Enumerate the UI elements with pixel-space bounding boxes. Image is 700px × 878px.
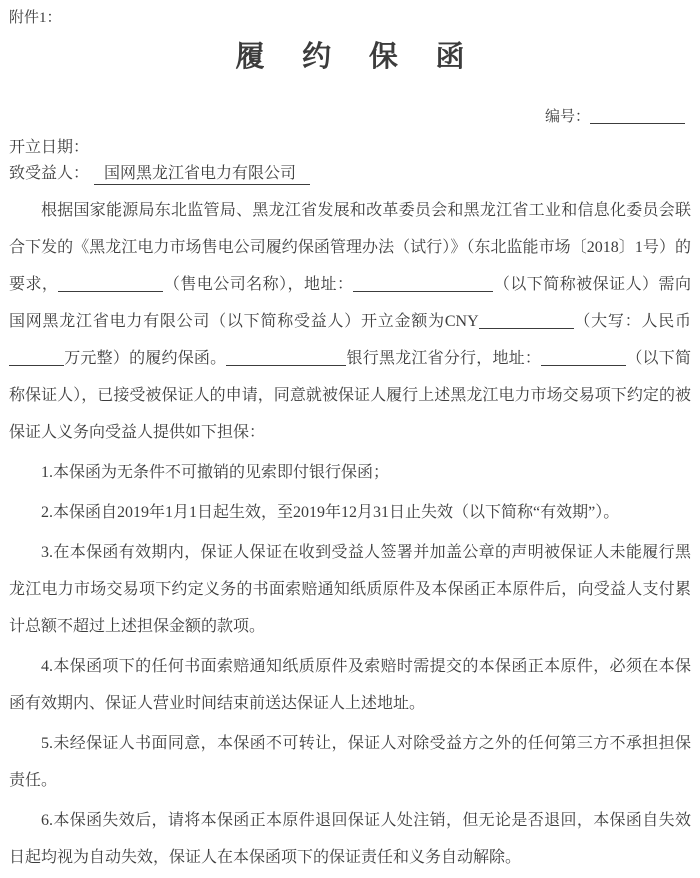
intro-paragraph (9, 192, 691, 451)
beneficiary-label: 致受益人： (9, 165, 90, 182)
attachment-note: 附件1： (9, 10, 62, 26)
clause-6 (9, 802, 691, 876)
paragraph-text: （以下简称被保证人）需向国网黑龙江省电力有限公司（以下简称受益人）开立金额为CNY (9, 276, 691, 330)
clause-5 (9, 725, 691, 799)
number-label: 编号： (544, 109, 590, 125)
meta-block (9, 135, 691, 187)
document-title: 履约保函 (235, 41, 503, 73)
paragraph-text: 根据国家能源局东北监管局、黑龙江省发展和改革委员会和黑龙江省工业和信息化委员会联合下发的《黑龙江电力市场售电公司履约保函管理办法（试行）》（东北监能市场〔2018〕1号）的要求， (9, 202, 691, 293)
seller-address-blank (353, 275, 493, 292)
guarantee-amount-cny-blank (479, 312, 574, 329)
clause-3 (9, 534, 691, 645)
number-line (9, 107, 691, 127)
paragraph-text: 3.在本保函有效期内，保证人保证在收到受益人签署并加盖公章的声明被保证人未能履行黑龙江电力市场交易项下约定义务的书面索赔通知纸质原件及本保函正本原件后，向受益人支付累计总额不超过上述担保金额的款项。 (9, 544, 691, 635)
paragraph-text: （以下简称保证人），已接受被保证人的申请，同意就被保证人履行上述黑龙江电力市场交易项下约定的被保证人义务向受益人提供如下担保： (9, 350, 691, 441)
amount-in-words-blank (9, 349, 64, 366)
seller-company-name-blank (58, 275, 163, 292)
clause-2 (9, 494, 691, 531)
title-row (9, 40, 691, 79)
paragraph-text: 5.未经保证人书面同意，本保函不可转让，保证人对除受益方之外的任何第三方不承担担保责任。 (9, 735, 691, 789)
paragraph-text: 4.本保函项下的任何书面索赔通知纸质原件及索赔时需提交的本保函正本原件，必须在本保函有效期内、保证人营业时间结束前送达保证人上述地址。 (9, 658, 691, 712)
bank-name-blank (226, 349, 346, 366)
guarantor-address-blank (541, 349, 626, 366)
beneficiary-line (9, 161, 691, 187)
paragraph-text: 银行黑龙江省分行，地址： (346, 350, 542, 367)
number-blank (590, 108, 685, 124)
paragraph-text: （大写：人民币 (573, 313, 691, 330)
paragraph-text: （售电公司名称），地址： (163, 276, 354, 293)
beneficiary-name: 国网黑龙江省电力有限公司 (94, 165, 310, 185)
open-date-label: 开立日期： (9, 139, 90, 156)
paragraph-text: 2.本保函自2019年1月1日起生效，至2019年12月31日止失效（以下简称“有效期”）。 (41, 504, 620, 521)
paragraph-text: 1.本保函为无条件不可撤销的见索即付银行保函； (41, 464, 390, 481)
clause-4 (9, 648, 691, 722)
document-paragraphs (9, 192, 691, 876)
paragraph-text: 6.本保函失效后，请将本保函正本原件退回保证人处注销，但无论是否退回，本保函自失效日起均视为自动失效，保证人在本保函项下的保证责任和义务自动解除。 (9, 812, 691, 866)
clause-1 (9, 454, 691, 491)
paragraph-text: 万元整）的履约保函。 (64, 350, 227, 367)
